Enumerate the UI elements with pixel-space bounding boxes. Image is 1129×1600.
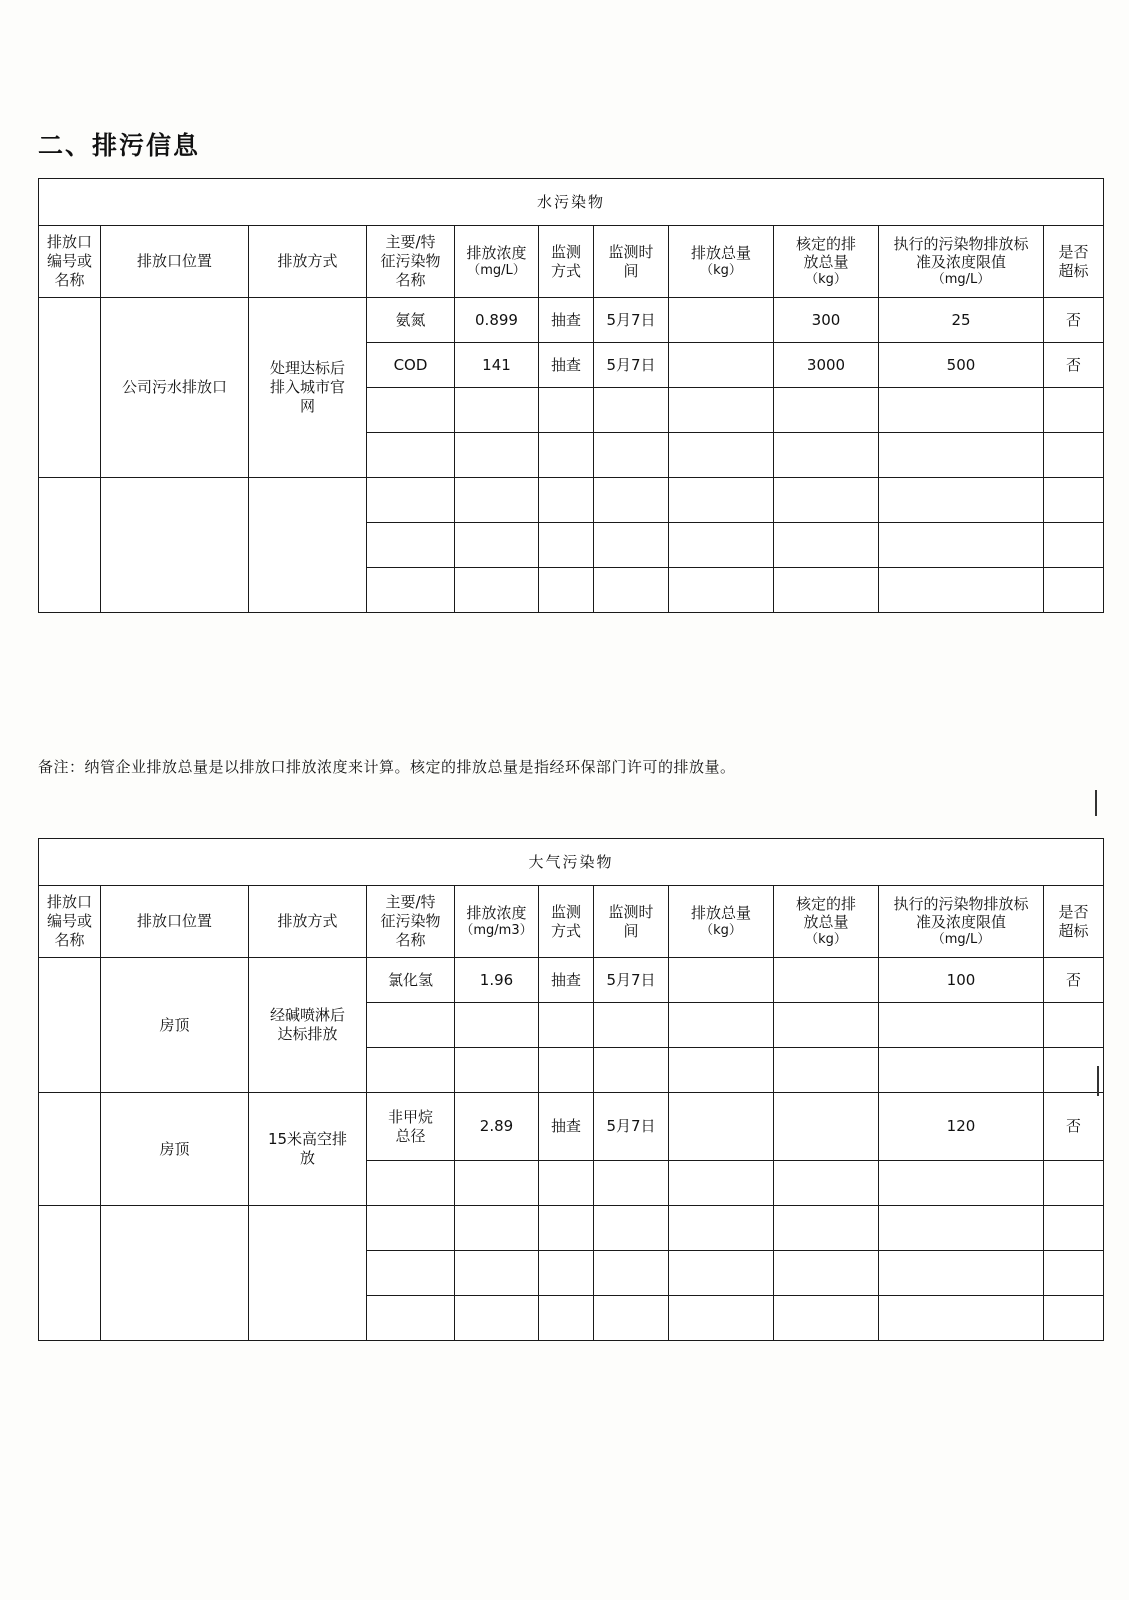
empty-cell [455, 1251, 539, 1296]
empty-cell [594, 1003, 669, 1048]
water-header-monitor-type [539, 226, 594, 298]
water-cell-exceed: 否 [1044, 343, 1104, 388]
water-cell-concentration: 141 [455, 343, 539, 388]
page-title: 二、排污信息 [38, 131, 201, 160]
empty-cell [539, 1296, 594, 1341]
empty-cell [669, 523, 774, 568]
empty-cell [594, 1296, 669, 1341]
water-cell-standard: 25 [879, 298, 1044, 343]
text-line: 排放口 [46, 893, 92, 912]
empty-cell [879, 523, 1044, 568]
air-cell-monitor-type: 抽查 [539, 1093, 594, 1161]
air-cell-approved-total [774, 1093, 879, 1161]
air-cell-method [249, 958, 367, 1093]
air-header-standard [879, 886, 1044, 958]
air-cell-outlet-id [39, 958, 101, 1093]
air-cell-approved-total [774, 958, 879, 1003]
empty-cell [455, 523, 539, 568]
empty-cell [539, 388, 594, 433]
empty-cell [879, 433, 1044, 478]
empty-cell [455, 568, 539, 613]
table-row [39, 958, 1104, 1003]
text-line: 网 [299, 396, 315, 415]
empty-cell [1044, 1161, 1104, 1206]
empty-cell [455, 1003, 539, 1048]
empty-cell [879, 568, 1044, 613]
air-pollutant-table [38, 838, 1104, 1341]
air-header-total-discharge [669, 886, 774, 958]
water-header-location: 排放口位置 [101, 226, 249, 298]
empty-cell [367, 1296, 455, 1341]
text-line: 达标排放 [277, 1025, 338, 1043]
empty-cell [879, 478, 1044, 523]
empty-cell [1044, 1003, 1104, 1048]
text-line: 编号或 [46, 252, 92, 271]
empty-cell [774, 433, 879, 478]
empty-cell [594, 1048, 669, 1093]
empty-cell [539, 1251, 594, 1296]
text-line: 主要/特 [385, 893, 436, 912]
text-line: 间 [623, 261, 639, 280]
text-line: 准及浓度限值 [915, 253, 1006, 272]
air-header-pollutant [367, 886, 455, 958]
text-line: 放 [299, 1149, 315, 1167]
empty-cell [39, 1206, 101, 1341]
water-cell-pollutant: 氨氮 [367, 298, 455, 343]
water-cell-approved-total: 3000 [774, 343, 879, 388]
empty-cell [879, 1206, 1044, 1251]
text-line: （kg） [700, 262, 742, 278]
table-row [39, 1093, 1104, 1161]
text-line: 主要/特 [385, 233, 436, 252]
water-cell-monitor-type: 抽查 [539, 298, 594, 343]
text-line: 超标 [1058, 261, 1089, 280]
air-cell-location: 房顶 [101, 1093, 249, 1206]
water-header-concentration [455, 226, 539, 298]
empty-cell [539, 433, 594, 478]
empty-cell [774, 523, 879, 568]
water-cell-pollutant: COD [367, 343, 455, 388]
text-line: 排放总量 [690, 244, 751, 262]
empty-cell [367, 388, 455, 433]
empty-cell [879, 388, 1044, 433]
text-line: 名称 [54, 930, 85, 949]
empty-cell [669, 1003, 774, 1048]
air-cell-standard: 100 [879, 958, 1044, 1003]
empty-cell [455, 1296, 539, 1341]
text-line: （mg/m3） [460, 922, 533, 938]
text-line: 方式 [550, 921, 581, 940]
text-line: 是否 [1058, 242, 1089, 261]
empty-cell [249, 478, 367, 613]
water-cell-monitor-type: 抽查 [539, 343, 594, 388]
water-cell-outlet-id [39, 298, 101, 478]
empty-cell [669, 1206, 774, 1251]
water-cell-method [249, 298, 367, 478]
text-line: 监测 [550, 902, 581, 921]
air-cell-standard: 120 [879, 1093, 1044, 1161]
empty-cell [1044, 1296, 1104, 1341]
empty-cell [101, 1206, 249, 1341]
air-cell-monitor-type: 抽查 [539, 958, 594, 1003]
water-header-approved-total [774, 226, 879, 298]
water-cell-location: 公司污水排放口 [101, 298, 249, 478]
table-row [39, 298, 1104, 343]
empty-cell [594, 568, 669, 613]
air-header-exceed [1044, 886, 1104, 958]
text-line: 执行的污染物排放标 [893, 894, 1029, 913]
empty-cell [879, 1251, 1044, 1296]
empty-cell [669, 1251, 774, 1296]
air-header-outlet-id [39, 886, 101, 958]
empty-cell [1044, 433, 1104, 478]
text-line: 处理达标后 [269, 359, 345, 378]
water-table-title: 水污染物 [39, 179, 1104, 226]
empty-cell [774, 1048, 879, 1093]
water-table-note: 备注：纳管企业排放总量是以排放口排放浓度来计算。核定的排放总量是指经环保部门许可的排放量。 [38, 758, 736, 776]
water-header-pollutant [367, 226, 455, 298]
empty-cell [367, 433, 455, 478]
text-line: 排放浓度 [466, 904, 527, 922]
empty-cell [539, 523, 594, 568]
text-line: （mg/L） [931, 272, 991, 288]
water-cell-monitor-time: 5月7日 [594, 298, 669, 343]
empty-cell [367, 1161, 455, 1206]
text-line: 征污染物 [380, 912, 441, 931]
text-line: 方式 [550, 261, 581, 280]
text-line: 放总量 [803, 913, 849, 932]
empty-cell [1044, 388, 1104, 433]
empty-cell [539, 1161, 594, 1206]
empty-cell [367, 523, 455, 568]
empty-cell [594, 1206, 669, 1251]
water-pollutant-table [38, 178, 1104, 613]
empty-cell [669, 568, 774, 613]
water-header-method: 排放方式 [249, 226, 367, 298]
empty-cell [774, 1206, 879, 1251]
empty-cell [669, 478, 774, 523]
empty-cell [594, 1251, 669, 1296]
water-cell-exceed: 否 [1044, 298, 1104, 343]
empty-cell [879, 1296, 1044, 1341]
empty-cell [774, 568, 879, 613]
text-line: 准及浓度限值 [915, 913, 1006, 932]
text-line: 经碱喷淋后 [269, 1006, 345, 1025]
empty-cell [455, 478, 539, 523]
text-line: 核定的排 [795, 234, 856, 253]
table-row [39, 1206, 1104, 1251]
empty-cell [367, 1206, 455, 1251]
scan-edge-artifact [1095, 790, 1097, 816]
text-line: 间 [623, 921, 639, 940]
empty-cell [539, 1003, 594, 1048]
empty-cell [455, 1206, 539, 1251]
empty-cell [594, 433, 669, 478]
empty-cell [539, 568, 594, 613]
empty-cell [774, 1161, 879, 1206]
water-header-exceed [1044, 226, 1104, 298]
empty-cell [774, 1003, 879, 1048]
air-cell-pollutant [367, 1093, 455, 1161]
water-cell-total-discharge [669, 343, 774, 388]
text-line: 名称 [54, 270, 85, 289]
empty-cell [774, 478, 879, 523]
empty-cell [367, 478, 455, 523]
air-table-title: 大气污染物 [39, 839, 1104, 886]
empty-cell [455, 1048, 539, 1093]
air-header-method: 排放方式 [249, 886, 367, 958]
empty-cell [1044, 568, 1104, 613]
water-header-standard [879, 226, 1044, 298]
empty-cell [669, 433, 774, 478]
text-line: 排放浓度 [466, 244, 527, 262]
text-line: 排入城市官 [269, 378, 345, 397]
empty-cell [879, 1048, 1044, 1093]
empty-cell [594, 523, 669, 568]
text-line: 超标 [1058, 921, 1089, 940]
table-row [39, 478, 1104, 523]
text-line: （mg/L） [931, 932, 991, 948]
empty-cell [1044, 1048, 1104, 1093]
text-line: （kg） [805, 272, 847, 288]
text-line: 监测时 [608, 242, 654, 261]
air-cell-monitor-time: 5月7日 [594, 1093, 669, 1161]
empty-cell [539, 1048, 594, 1093]
empty-cell [774, 1296, 879, 1341]
empty-cell [879, 1161, 1044, 1206]
empty-cell [367, 1003, 455, 1048]
empty-cell [594, 478, 669, 523]
air-cell-total-discharge [669, 958, 774, 1003]
air-cell-exceed: 否 [1044, 958, 1104, 1003]
air-header-concentration [455, 886, 539, 958]
text-line: 非甲烷 [387, 1107, 433, 1126]
air-cell-method [249, 1093, 367, 1206]
empty-cell [1044, 523, 1104, 568]
air-cell-location: 房顶 [101, 958, 249, 1093]
text-line: 执行的污染物排放标 [893, 234, 1029, 253]
water-cell-concentration: 0.899 [455, 298, 539, 343]
text-line: （kg） [700, 922, 742, 938]
air-cell-concentration: 2.89 [455, 1093, 539, 1161]
text-line: 放总量 [803, 253, 849, 272]
empty-cell [774, 388, 879, 433]
empty-cell [669, 1296, 774, 1341]
empty-cell [1044, 1206, 1104, 1251]
empty-cell [39, 478, 101, 613]
empty-cell [669, 1161, 774, 1206]
empty-cell [594, 1161, 669, 1206]
text-line: 核定的排 [795, 894, 856, 913]
empty-cell [455, 1161, 539, 1206]
empty-cell [669, 388, 774, 433]
scan-edge-artifact [1097, 1066, 1099, 1096]
empty-cell [367, 568, 455, 613]
empty-cell [539, 478, 594, 523]
water-cell-standard: 500 [879, 343, 1044, 388]
empty-cell [594, 388, 669, 433]
text-line: （mg/L） [467, 262, 526, 278]
water-header-total-discharge [669, 226, 774, 298]
text-line: 监测 [550, 242, 581, 261]
empty-cell [101, 478, 249, 613]
air-header-approved-total [774, 886, 879, 958]
empty-cell [367, 1048, 455, 1093]
air-cell-concentration: 1.96 [455, 958, 539, 1003]
water-header-outlet-id [39, 226, 101, 298]
empty-cell [1044, 478, 1104, 523]
empty-cell [1044, 1251, 1104, 1296]
text-line: 名称 [395, 930, 426, 949]
water-cell-monitor-time: 5月7日 [594, 343, 669, 388]
air-cell-monitor-time: 5月7日 [594, 958, 669, 1003]
air-cell-exceed: 否 [1044, 1093, 1104, 1161]
text-line: 是否 [1058, 902, 1089, 921]
air-header-monitor-type [539, 886, 594, 958]
water-cell-approved-total: 300 [774, 298, 879, 343]
empty-cell [367, 1251, 455, 1296]
text-line: 总径 [395, 1126, 426, 1145]
text-line: 15米高空排 [267, 1130, 348, 1149]
text-line: 排放口 [46, 233, 92, 252]
empty-cell [669, 1048, 774, 1093]
water-cell-total-discharge [669, 298, 774, 343]
air-cell-pollutant: 氯化氢 [367, 958, 455, 1003]
text-line: 编号或 [46, 912, 92, 931]
empty-cell [455, 433, 539, 478]
air-cell-outlet-id [39, 1093, 101, 1206]
water-header-monitor-time [594, 226, 669, 298]
air-cell-total-discharge [669, 1093, 774, 1161]
text-line: （kg） [805, 932, 847, 948]
empty-cell [249, 1206, 367, 1341]
empty-cell [539, 1206, 594, 1251]
empty-cell [774, 1251, 879, 1296]
text-line: 征污染物 [380, 252, 441, 271]
air-header-location: 排放口位置 [101, 886, 249, 958]
text-line: 排放总量 [690, 904, 751, 922]
air-header-monitor-time [594, 886, 669, 958]
empty-cell [455, 388, 539, 433]
text-line: 监测时 [608, 902, 654, 921]
text-line: 名称 [395, 270, 426, 289]
empty-cell [879, 1003, 1044, 1048]
